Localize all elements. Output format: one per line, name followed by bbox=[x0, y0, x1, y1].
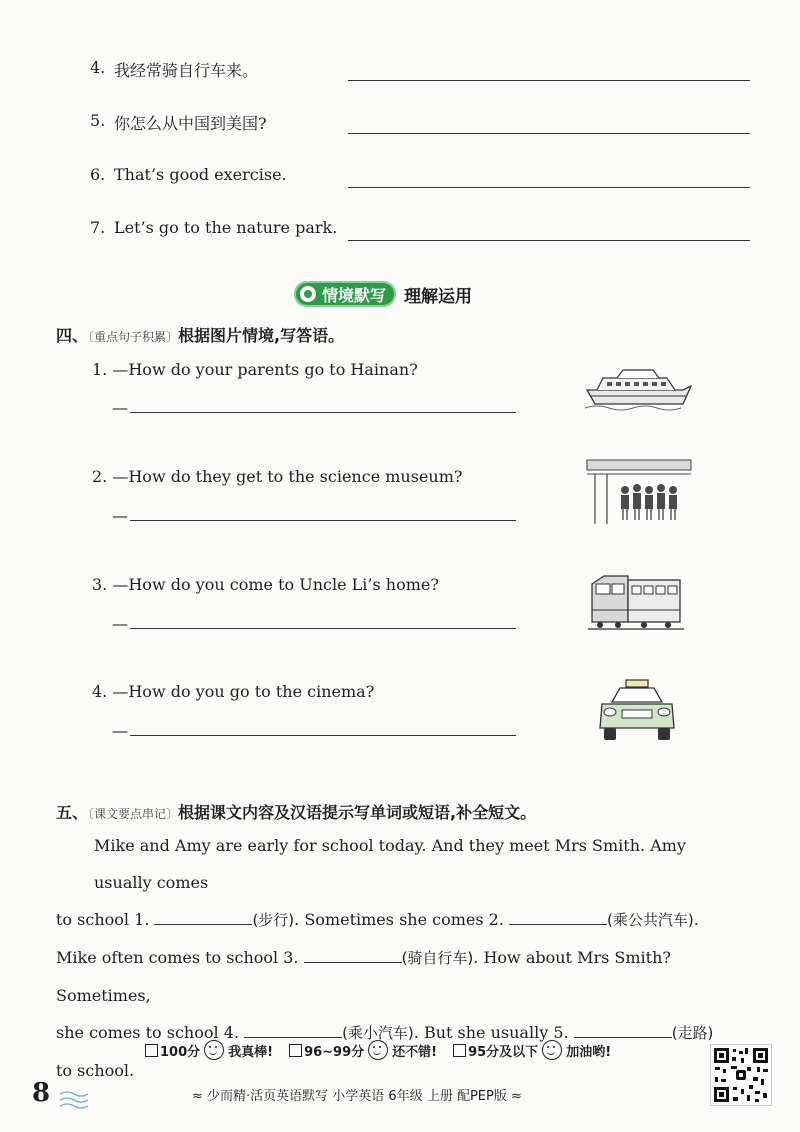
passage-text: she comes to school 4. bbox=[56, 1023, 239, 1042]
answer-line[interactable] bbox=[348, 240, 750, 241]
rating-comment: 加油哟! bbox=[566, 1044, 612, 1060]
banner-label: 情境默写 bbox=[322, 285, 387, 305]
passage-text: . How about Mrs Smith? Sometimes, bbox=[56, 948, 671, 1005]
answer-field-4[interactable] bbox=[112, 721, 516, 741]
passage-line bbox=[56, 939, 746, 1014]
rating-checkbox-1[interactable] bbox=[145, 1044, 158, 1057]
section-4-heading bbox=[56, 323, 344, 346]
answer-dash: — bbox=[112, 614, 128, 633]
ship-icon bbox=[583, 360, 695, 412]
rating-comment: 我真棒! bbox=[228, 1044, 274, 1060]
item-number: 6. bbox=[90, 165, 106, 184]
answer-dash: — bbox=[112, 721, 128, 740]
passage-text: to school 1. bbox=[56, 910, 150, 929]
rating-label: 96~99分 bbox=[304, 1044, 365, 1060]
answer-line[interactable] bbox=[130, 520, 516, 521]
smiley-icon bbox=[368, 1040, 388, 1060]
answer-dash: — bbox=[112, 506, 128, 525]
book-title: ≈ 少而精·活页英语默写 小学英语 6年级 上册 配PEP版 ≈ bbox=[192, 1089, 522, 1104]
rating-label: 100分 bbox=[160, 1044, 201, 1060]
hint-1: (步行) bbox=[252, 911, 295, 929]
medal-icon bbox=[300, 286, 316, 302]
rating-label: 95分及以下 bbox=[468, 1044, 539, 1060]
item-number: 5. bbox=[90, 111, 106, 130]
question-1: 1. —How do your parents go to Hainan? bbox=[92, 360, 418, 379]
section-tag: 〔重点句子积累〕 bbox=[88, 330, 179, 344]
rating-comment: 还不错! bbox=[392, 1044, 438, 1060]
blank-2[interactable] bbox=[509, 910, 607, 925]
blank-3[interactable] bbox=[304, 948, 402, 963]
smiley-icon bbox=[542, 1040, 562, 1060]
section-instruction: 根据图片情境,写答语。 bbox=[178, 326, 345, 345]
answer-dash: — bbox=[112, 398, 128, 417]
item-number: 4. bbox=[90, 58, 106, 77]
passage-text: . bbox=[693, 910, 699, 929]
question-3: 3. —How do you come to Uncle Li’s home? bbox=[92, 575, 439, 594]
blank-5[interactable] bbox=[574, 1023, 672, 1038]
banner-subtitle: 理解运用 bbox=[404, 286, 473, 307]
section-5-heading bbox=[56, 800, 536, 823]
answer-line[interactable] bbox=[348, 133, 750, 134]
subway-icon bbox=[585, 458, 693, 526]
answer-field-2[interactable] bbox=[112, 506, 516, 526]
question-2: 2. —How do they get to the science museum? bbox=[92, 467, 463, 486]
banner-pill bbox=[294, 281, 396, 307]
passage-line: to school. bbox=[56, 1061, 135, 1080]
answer-line[interactable] bbox=[130, 628, 516, 629]
answer-line[interactable] bbox=[348, 80, 750, 81]
translation-item bbox=[90, 165, 750, 195]
rating-checkbox-3[interactable] bbox=[453, 1044, 466, 1057]
section-banner bbox=[294, 280, 472, 308]
page-number: 8 bbox=[32, 1078, 51, 1108]
item-text: 我经常骑自行车来。 bbox=[114, 61, 259, 80]
passage-text: Mike often comes to school 3. bbox=[56, 948, 299, 967]
passage-text: . Sometimes she comes 2. bbox=[294, 910, 504, 929]
answer-line[interactable] bbox=[130, 735, 516, 736]
item-number: 7. bbox=[90, 218, 106, 237]
section-tag: 〔课文要点串记〕 bbox=[88, 807, 179, 821]
item-text: That’s good exercise. bbox=[114, 165, 287, 184]
answer-line[interactable] bbox=[130, 412, 516, 413]
hint-3: (骑自行车) bbox=[401, 949, 474, 967]
answer-field-3[interactable] bbox=[112, 614, 516, 634]
section-instruction: 根据课文内容及汉语提示写单词或短语,补全短文。 bbox=[178, 803, 537, 822]
translation-item bbox=[90, 111, 750, 141]
hint-2: (乘公共汽车) bbox=[607, 911, 694, 929]
qr-code-icon[interactable] bbox=[710, 1044, 772, 1106]
answer-line[interactable] bbox=[348, 187, 750, 188]
blank-4[interactable] bbox=[244, 1023, 342, 1038]
train-icon bbox=[588, 570, 684, 632]
self-rating bbox=[145, 1040, 611, 1060]
translation-item bbox=[90, 58, 750, 88]
item-text: Let’s go to the nature park. bbox=[114, 218, 338, 237]
item-text: 你怎么从中国到美国? bbox=[114, 114, 267, 133]
passage-text: . But she usually 5. bbox=[413, 1023, 569, 1042]
smiley-icon bbox=[204, 1040, 224, 1060]
question-4: 4. —How do you go to the cinema? bbox=[92, 682, 375, 701]
taxi-icon bbox=[598, 678, 676, 744]
passage-line: Mike and Amy are early for school today. And they meet Mrs Smith. Amy usually comes bbox=[94, 836, 686, 892]
passage-line bbox=[56, 901, 746, 939]
wave-decoration-icon bbox=[60, 1090, 90, 1112]
translation-item bbox=[90, 218, 750, 248]
rating-checkbox-2[interactable] bbox=[289, 1044, 302, 1057]
blank-1[interactable] bbox=[154, 910, 252, 925]
hint-4: (乘小汽车) bbox=[342, 1024, 414, 1042]
section-number: 四、 bbox=[56, 326, 89, 345]
section-number: 五、 bbox=[56, 803, 89, 822]
answer-field-1[interactable] bbox=[112, 398, 516, 418]
hint-5: (走路) bbox=[671, 1024, 714, 1042]
